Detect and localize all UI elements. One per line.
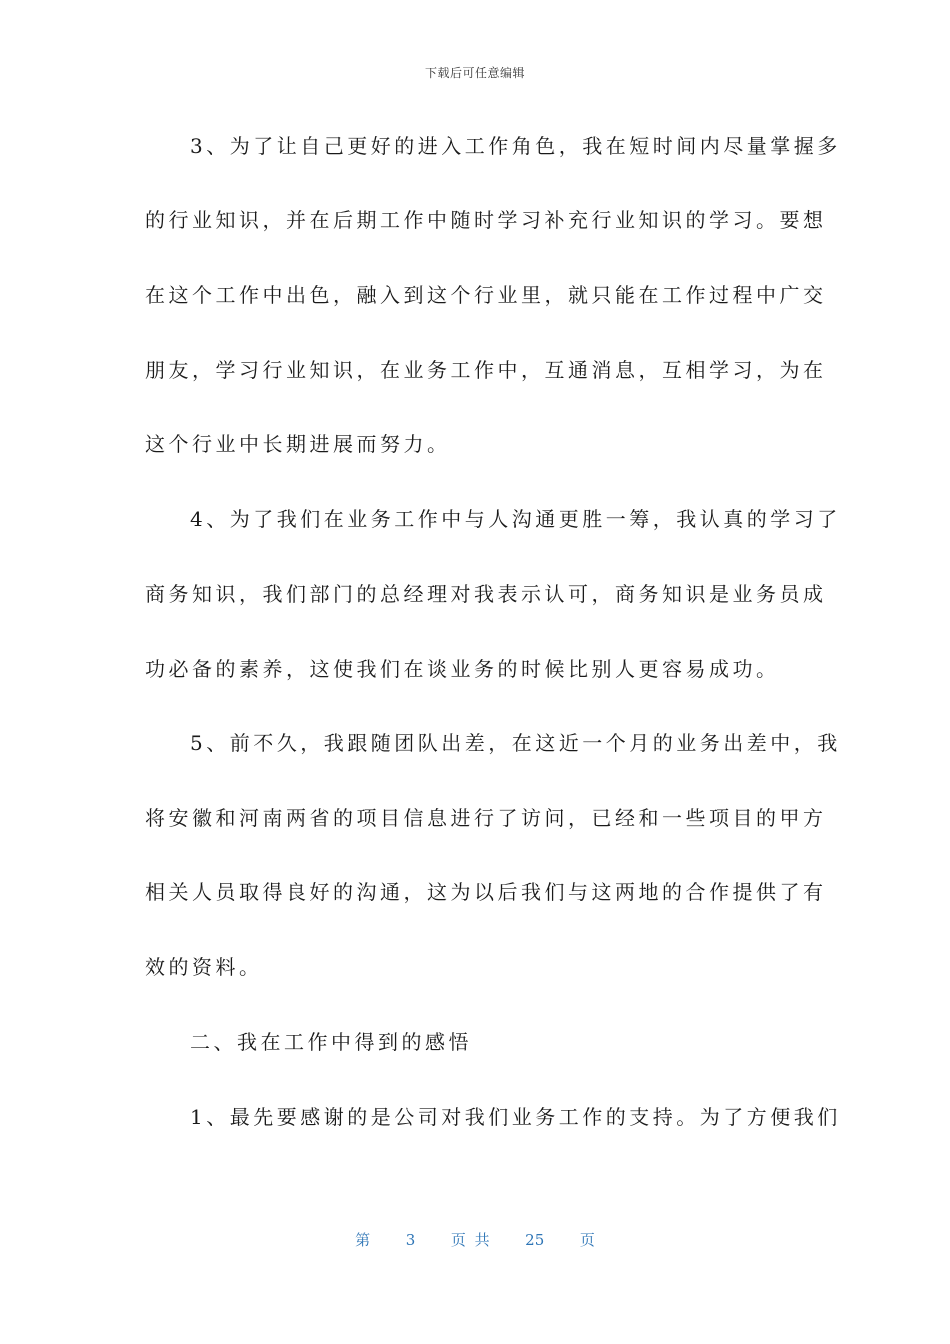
footer-total-label: 页 共 (450, 1231, 490, 1249)
page-header: 下载后可任意编辑 (424, 66, 525, 80)
paragraph-line: 4、为了我们在业务工作中与人沟通更胜一筹，我认真的学习了 (190, 507, 841, 531)
paragraph-line: 将安徽和河南两省的项目信息进行了访问，已经和一些项目的甲方 (145, 806, 827, 830)
paragraph-line: 商务知识，我们部门的总经理对我表示认可，商务知识是业务员成 (145, 582, 827, 606)
footer-page-label: 第 (355, 1231, 371, 1249)
paragraph-line: 这个行业中长期进展而努力。 (145, 432, 451, 456)
paragraph-line: 的行业知识，并在后期工作中随时学习补充行业知识的学习。要想 (145, 208, 827, 232)
paragraph-line: 1、最先要感谢的是公司对我们业务工作的支持。为了方便我们 (190, 1105, 841, 1129)
footer-total-pages: 25 (525, 1231, 545, 1249)
paragraph-line: 效的资料。 (145, 955, 263, 979)
paragraph-line: 5、前不久，我跟随团队出差，在这近一个月的业务出差中，我 (190, 731, 841, 755)
paragraph-line: 朋友，学习行业知识，在业务工作中，互通消息，互相学习，为在 (145, 358, 827, 382)
paragraph-line: 功必备的素养，这使我们在谈业务的时候比别人更容易成功。 (145, 657, 780, 681)
footer-suffix: 页 (579, 1231, 595, 1249)
paragraph-line: 在这个工作中出色，融入到这个行业里，就只能在工作过程中广交 (145, 283, 827, 307)
paragraph-line: 3、为了让自己更好的进入工作角色，我在短时间内尽量掌握多 (190, 134, 841, 158)
section-heading: 二、我在工作中得到的感悟 (190, 1030, 472, 1054)
paragraph-line: 相关人员取得良好的沟通，这为以后我们与这两地的合作提供了有 (145, 880, 827, 904)
footer-page-number: 3 (405, 1231, 416, 1249)
page-footer (0, 1229, 950, 1250)
